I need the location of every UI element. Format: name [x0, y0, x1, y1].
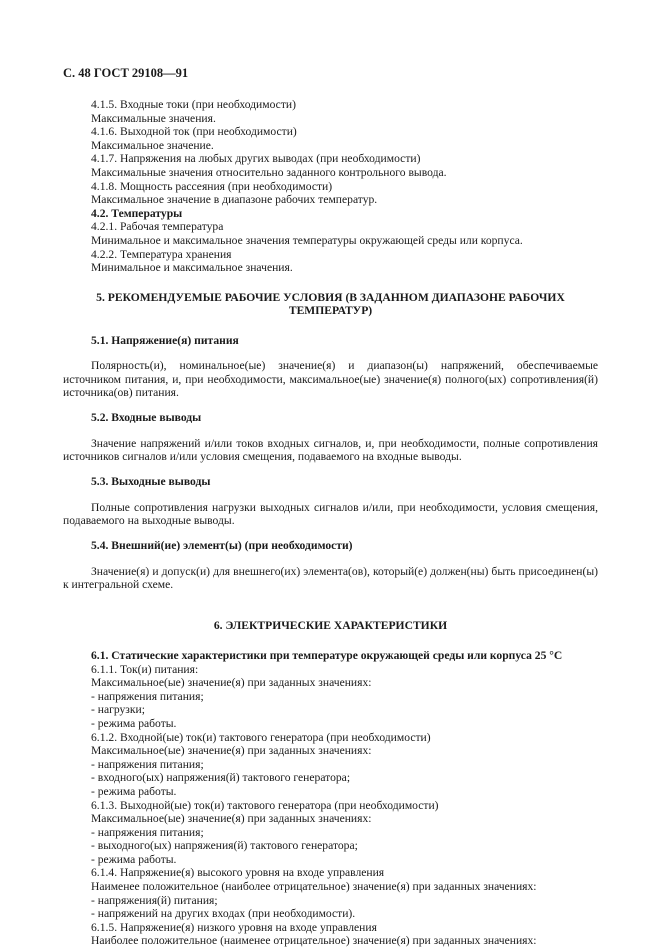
- list-item: - режима работы.: [91, 716, 177, 730]
- text-line: Максимальное(ые) значение(я) при заданных значениях:: [91, 812, 372, 826]
- list-item: - режима работы.: [91, 784, 177, 798]
- text-line: 6.1.4. Напряжение(я) высокого уровня на входе управления: [91, 866, 385, 880]
- text-line: 4.1.5. Входные токи (при необходимости): [91, 98, 296, 111]
- subsection-title: 5.1. Напряжение(я) питания: [91, 333, 239, 347]
- text-line: Максимальное значение в диапазоне рабочих температур.: [91, 193, 378, 207]
- list-item: - напряжения питания;: [91, 689, 204, 703]
- paragraph: Полярность(и), номинальное(ые) значение(я) и диапазон(ы) напряжений, обеспечиваемые источником питания, и, при необходимости, максимальное(ые) значение(я) полного(ых) сопротивления(й) источника(ов) питания.: [63, 359, 598, 400]
- list-item: - напряжения(й) питания;: [91, 893, 218, 907]
- text-line: Максимальное(ые) значение(я) при заданных значениях:: [91, 676, 372, 690]
- section-heading: 6. ЭЛЕКТРИЧЕСКИЕ ХАРАКТЕРИСТИКИ: [213, 619, 448, 633]
- text-line: 6.1.5. Напряжение(я) низкого уровня на входе управления: [91, 920, 377, 934]
- text-line: 6.1.2. Входной(ые) ток(и) тактового генератора (при необходимости): [91, 730, 431, 744]
- text-line: 4.1.7. Напряжения на любых других выводах (при необходимости): [91, 152, 421, 166]
- text-line: 6.1.1. Ток(и) питания:: [91, 662, 199, 676]
- subsection-title: 6.1. Статические характеристики при температуре окружающей среды или корпуса 25 °С: [91, 648, 563, 662]
- document-body: [63, 98, 598, 948]
- text-line: 4.2.1. Рабочая температура: [91, 220, 224, 234]
- text-line: 4.1.6. Выходной ток (при необходимости): [91, 125, 297, 139]
- text-line: 4.2.2. Температура хранения: [91, 247, 232, 261]
- subsection-title: 5.3. Выходные выводы: [91, 475, 211, 489]
- subsection-title: 5.4. Внешний(ие) элемент(ы) (при необходимости): [91, 539, 353, 553]
- paragraph: Значение(я) и допуск(и) для внешнего(их) элемента(ов), который(е) должен(ны) быть присоединен(ы) к интегральной схеме.: [63, 564, 598, 592]
- text-line: 4.1.8. Мощность рассеяния (при необходимости): [91, 179, 333, 193]
- text-line: Максимальные значения относительно заданного контрольного вывода.: [91, 165, 447, 179]
- paragraph: Полные сопротивления нагрузки выходных сигналов и/или, при необходимости, условия смещения, подаваемого на выходные выводы.: [63, 500, 598, 528]
- list-item: - напряжения питания;: [91, 757, 204, 771]
- subsection-title: 4.2. Температуры: [91, 206, 183, 220]
- text-line: Максимальное значение.: [91, 138, 214, 152]
- page-header: С. 48 ГОСТ 29108—91: [63, 66, 189, 80]
- text-line: Минимальное и максимальное значения.: [91, 261, 293, 275]
- paragraph: Значение напряжений и/или токов входных сигналов, и, при необходимости, полные сопротивления источников сигналов и/или условия смещения, подаваемого на входные выводы.: [63, 436, 598, 464]
- text-line: Максимальные значения.: [91, 111, 216, 125]
- list-item: - напряжения питания;: [91, 825, 204, 839]
- subsection-title: 5.2. Входные выводы: [91, 411, 202, 425]
- text-line: Наименее положительное (наиболее отрицательное) значение(я) при заданных значениях:: [91, 880, 537, 894]
- text-line: Наиболее положительное (наименее отрицательное) значение(я) при заданных значениях:: [91, 934, 537, 948]
- list-item: - входного(ых) напряжения(й) тактового генератора;: [91, 771, 351, 785]
- list-item: - напряжений на других входах (при необходимости).: [91, 907, 356, 921]
- list-item: - нагрузки;: [91, 703, 145, 717]
- list-item: - выходного(ых) напряжения(й) тактового генератора;: [91, 839, 358, 853]
- text-line: 6.1.3. Выходной(ые) ток(и) тактового генератора (при необходимости): [91, 798, 439, 812]
- text-line: Минимальное и максимальное значения температуры окружающей среды или корпуса.: [91, 233, 523, 247]
- section-heading: 5. РЕКОМЕНДУЕМЫЕ РАБОЧИЕ УСЛОВИЯ (В ЗАДАННОМ ДИАПАЗОНЕ РАБОЧИХ ТЕМПЕРАТУР): [96, 290, 565, 318]
- list-item: - режима работы.: [91, 852, 177, 866]
- text-line: Максимальное(ые) значение(я) при заданных значениях:: [91, 744, 372, 758]
